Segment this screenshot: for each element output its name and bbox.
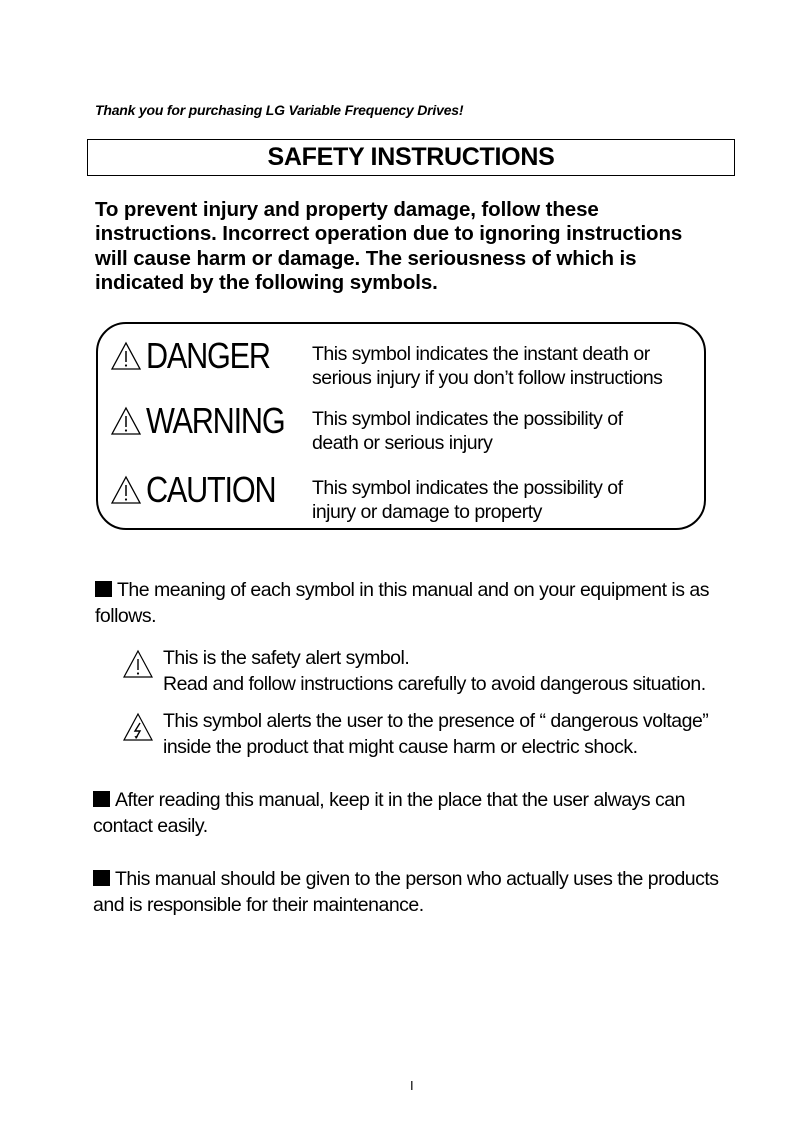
symbol-word-warning: WARNING <box>146 400 285 441</box>
page-number: I <box>410 1078 414 1093</box>
bullet-square-icon <box>93 870 110 886</box>
give-manual-line-2: and is responsible for their maintenance. <box>93 894 424 916</box>
symbol-description <box>312 407 623 455</box>
bullet-square-icon <box>93 791 110 807</box>
meaning-paragraph <box>95 577 709 629</box>
symbol-description <box>312 342 662 390</box>
warning-line: To prevent injury and property damage, follow these <box>95 198 599 221</box>
warning-line: indicated by the following symbols. <box>95 270 438 294</box>
symbol-row-warning <box>98 399 704 459</box>
description-line: injury or damage to property <box>312 501 542 523</box>
page-title: SAFETY INSTRUCTIONS <box>267 143 555 171</box>
warning-triangle-icon <box>110 341 142 371</box>
safety-alert-row <box>120 645 760 697</box>
symbol-word-danger: DANGER <box>146 335 270 376</box>
symbol-row-danger <box>98 334 704 394</box>
alert-text <box>163 708 708 760</box>
give-manual-line-1: This manual should be given to the person who actually uses the products <box>115 868 719 890</box>
bullet-square-icon <box>95 581 112 597</box>
give-manual-paragraph <box>93 866 719 918</box>
after-reading-line-2: contact easily. <box>93 815 208 837</box>
symbol-label <box>110 399 309 443</box>
warning-line: instructions. Incorrect operation due to ignoring instructions <box>95 222 683 246</box>
alert-line: This symbol alerts the user to the presence of “ dangerous voltage” <box>163 710 709 732</box>
dangerous-voltage-row <box>120 708 760 760</box>
warning-line: will cause harm or damage. The seriousness of which is <box>95 246 637 270</box>
description-line: death or serious injury <box>312 432 493 454</box>
symbol-word-caution: CAUTION <box>146 469 276 510</box>
description-line: serious injury if you don’t follow instructions <box>312 367 663 389</box>
meaning-line-1: The meaning of each symbol in this manual and on your equipment is as <box>117 579 710 601</box>
description-line: This symbol indicates the possibility of <box>312 477 623 499</box>
alert-line: Read and follow instructions carefully to avoid dangerous situation. <box>163 673 706 695</box>
intro-text: Thank you for purchasing LG Variable Frequency Drives! <box>95 102 464 118</box>
warning-triangle-icon <box>110 406 142 436</box>
description-line: This symbol indicates the possibility of <box>312 408 623 430</box>
alert-text <box>163 645 706 697</box>
symbol-label <box>110 468 298 512</box>
safety-alert-icon <box>122 649 154 679</box>
symbol-description <box>312 476 623 524</box>
warning-triangle-icon <box>110 475 142 505</box>
symbol-label <box>110 334 292 378</box>
paragraph-line <box>93 787 685 813</box>
symbols-legend-box <box>96 322 706 530</box>
symbol-row-caution <box>98 468 704 528</box>
meaning-line-2: follows. <box>95 605 157 627</box>
paragraph-line <box>95 577 709 603</box>
paragraph-line <box>93 866 719 892</box>
description-line: This symbol indicates the instant death or <box>312 343 650 365</box>
alert-line: This is the safety alert symbol. <box>163 647 410 669</box>
after-reading-line-1: After reading this manual, keep it in the place that the user always can <box>115 789 685 811</box>
alert-line: inside the product that might cause harm or electric shock. <box>163 736 638 758</box>
after-reading-paragraph <box>93 787 685 839</box>
warning-paragraph <box>95 198 735 295</box>
page-title-box <box>87 139 735 176</box>
dangerous-voltage-icon <box>122 712 154 742</box>
